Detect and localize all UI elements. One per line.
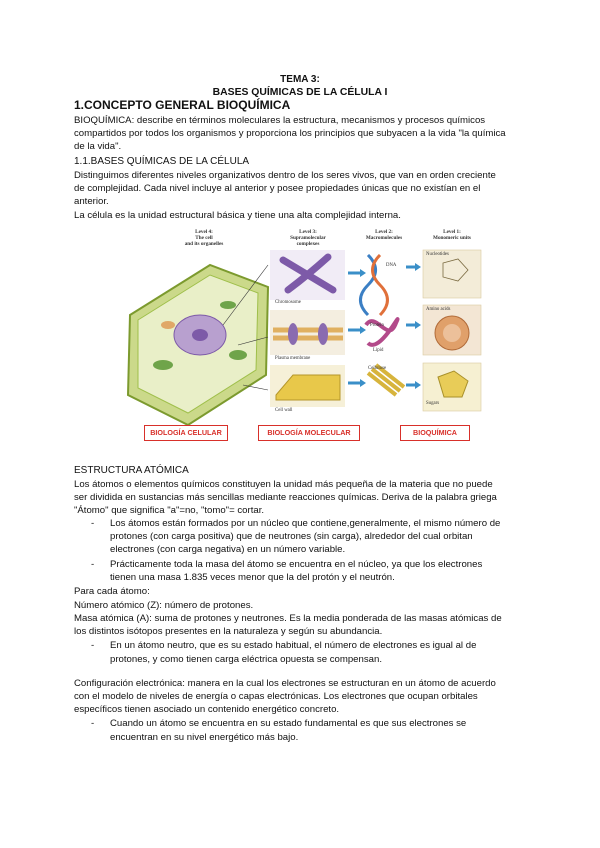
paragraph-line: los distintos isótopos presentes en la naturaleza y según su abundancia. [74, 626, 383, 637]
cell-wall-label: Cell wall [275, 408, 293, 413]
paragraph-line: Número atómico (Z): número de protones. [74, 600, 254, 611]
plasma-membrane-label: Plasma membrane [275, 356, 311, 361]
paragraph-line: específicos tienen asociado un contenido energético concreto. [74, 704, 340, 715]
cellulose-label: Cellulose [368, 366, 387, 371]
plant-cell-illustration [128, 265, 268, 425]
paragraph-line: Masa atómica (A): suma de protones y neutrones. Es la media ponderada de las masas atómicas de [74, 613, 502, 624]
paragraph-line: anterior. [74, 196, 109, 207]
atomic-heading: ESTRUCTURA ATÓMICA [74, 465, 189, 476]
level-4-label: Level 4: The cell and its organelles [184, 229, 224, 247]
sugars-label: Sugars [426, 401, 440, 406]
bullet-line: protones (con carga positiva) que de neutrones (sin carga), alrededor del cual orbitan [110, 531, 473, 542]
bullet-line: En un átomo neutro, que es su estado habitual, el número de electrones es igual al de [110, 640, 477, 651]
dna-label: DNA [386, 263, 397, 268]
tema-label: TEMA 3: [280, 74, 320, 85]
paragraph-line: ser dividida en sustancias más sencillas mediante reacciones químicas. Deriva de la palabra griega [74, 492, 497, 503]
section-1-1-heading: 1.1.BASES QUÍMICAS DE LA CÉLULA [74, 156, 250, 167]
bullet-line: Los átomos están formados por un núcleo que contiene,generalmente, el mismo número de [110, 518, 501, 529]
paragraph-line: de la vida". [74, 141, 122, 152]
tag-bioquimica: BIOQUÍMICA [400, 425, 470, 441]
bullet-line: tienen una masa 1.835 veces menor que la del protón y el neutrón. [110, 572, 395, 583]
amino-acids-label: Amino acids [426, 307, 451, 312]
bullet-dash: - [91, 718, 95, 729]
paragraph-line: Configuración electrónica: manera en la cual los electrones se estructuran en un átomo de acuerdo [74, 678, 496, 689]
paragraph-line: con el modelo de niveles de energía o capas electrónicas. Los electrones que ocupan orbitales [74, 691, 478, 702]
bullet-line: encuentran en su nivel energético más bajo. [110, 732, 299, 743]
paragraph-line: compartidos por todos los organismos y proporciona los principios que subyacen a la vida "la química [74, 128, 506, 139]
paragraph-line: BIOQUÍMICA: describe en términos moleculares la estructura, mecanismos y procesos químicos [74, 115, 486, 126]
tag-biologia-celular: BIOLOGÍA CELULAR [144, 425, 228, 441]
section-1-heading: 1.CONCEPTO GENERAL BIOQUÍMICA [74, 98, 291, 112]
protein-label: Protein [370, 323, 384, 328]
cell-levels-figure [118, 225, 484, 443]
lipid-label: Lipid [373, 348, 384, 353]
paragraph-line: Los átomos o elementos químicos constituyen la unidad más pequeña de la materia que no puede [74, 479, 493, 490]
page-title: BASES QUÍMICAS DE LA CÉLULA I [212, 87, 388, 98]
level-1-label: Level 1: Monomeric units [433, 229, 471, 241]
paragraph-line: Distinguimos diferentes niveles organizativos dentro de los seres vivos, que van en orden creciente [74, 170, 496, 181]
paragraph-line: "Átomo" que significa "a"=no, "tomo"= cortar. [74, 505, 265, 516]
level-3-label: Level 3: Supramolecular complexes [290, 229, 326, 247]
bullet-dash: - [91, 559, 95, 570]
paragraph-line: de complejidad. Cada nivel incluye al anterior y posee propiedades únicas que no existían en el [74, 183, 481, 194]
paragraph-line: Para cada átomo: [74, 586, 150, 597]
bullet-line: protones, y como tienen carga eléctrica opuesta se compensan. [110, 654, 382, 665]
bullet-line: Cuando un átomo se encuentra en su estado fundamental es que sus electrones se [110, 718, 467, 729]
paragraph-line: La célula es la unidad estructural básica y tiene una alta complejidad interna. [74, 210, 401, 221]
chromosome-label: Chromosome [275, 300, 301, 305]
tag-biologia-molecular: BIOLOGÍA MOLECULAR [258, 425, 360, 441]
bullet-dash: - [91, 640, 95, 651]
figure-illustration [118, 225, 484, 443]
nucleotides-label: Nucleotides [426, 252, 449, 257]
bullet-line: Prácticamente toda la masa del átomo se encuentra en el núcleo, ya que los electrones [110, 559, 483, 570]
level-2-label: Level 2: Macromolecules [365, 229, 403, 241]
bullet-line: electrones (con carga negativa) en un número variable. [110, 544, 346, 555]
bullet-dash: - [91, 518, 95, 529]
